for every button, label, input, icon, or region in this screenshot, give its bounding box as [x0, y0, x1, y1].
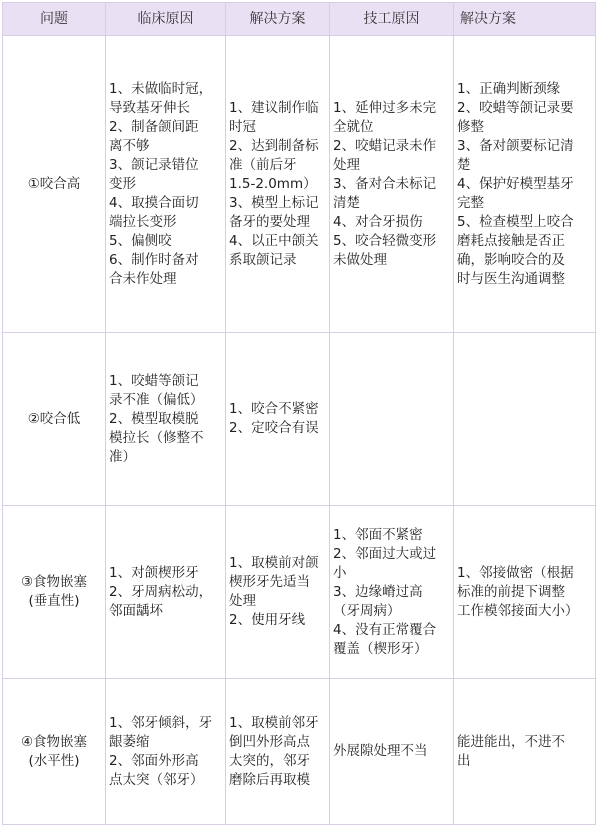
header-tech-cause: 技工原因	[330, 3, 454, 35]
tech-solution-cell	[454, 333, 596, 505]
clinical-cause-cell: 1、对颌楔形牙 2、牙周病松动， 邻面龋坏	[106, 506, 226, 678]
clinical-cause-cell: 1、邻牙倾斜，牙 龈萎缩 2、邻面外形高 点太突（邻牙）	[106, 679, 226, 824]
table-row	[2, 36, 596, 333]
header-clinical-solution: 解决方案	[226, 3, 330, 35]
clinical-cause-cell: 1、咬蜡等颌记 录不准（偏低） 2、模型取模脱 模拉长（修整不 准）	[106, 333, 226, 505]
tech-cause-cell: 1、邻面不紧密 2、邻面过大或过 小 3、边缘嵴过高 （牙周病） 4、没有正常覆合 覆盖（楔形牙）	[330, 506, 454, 678]
tech-solution-cell: 1、邻接做密（根据 标准的前提下调整 工作模邻接面大小）	[454, 506, 596, 678]
tech-solution-cell: 能进能出，不进不 出	[454, 679, 596, 824]
problem-solution-table	[2, 2, 596, 825]
table-row	[2, 679, 596, 825]
problem-cell: ③食物嵌塞 (垂直性)	[2, 506, 106, 678]
header-clinical-cause: 临床原因	[106, 3, 226, 35]
clinical-solution-cell: 1、建议制作临 时冠 2、达到制备标 准（前后牙 1.5-2.0mm） 3、模型上标记 备牙的要处理 4、以正中颌关 系取颌记录	[226, 36, 330, 332]
tech-cause-cell	[330, 333, 454, 505]
clinical-solution-cell: 1、取模前对颌 楔形牙先适当 处理 2、使用牙线	[226, 506, 330, 678]
table-header-row	[2, 2, 596, 36]
clinical-cause-cell: 1、未做临时冠， 导致基牙伸长 2、制备颌间距 离不够 3、颌记录错位 变形 4、取摸合面切 端拉长变形 5、偏侧咬 6、制作时备对 合未作处理	[106, 36, 226, 332]
problem-cell: ①咬合高	[2, 36, 106, 332]
table-row	[2, 506, 596, 679]
clinical-solution-cell: 1、取模前邻牙 倒凹外形高点 太突的，邻牙 磨除后再取模	[226, 679, 330, 824]
header-problem: 问题	[2, 3, 106, 35]
clinical-solution-cell: 1、咬合不紧密 2、定咬合有误	[226, 333, 330, 505]
problem-cell: ④食物嵌塞 (水平性)	[2, 679, 106, 824]
header-tech-solution: 解决方案	[454, 3, 596, 35]
table-row	[2, 333, 596, 506]
problem-cell: ②咬合低	[2, 333, 106, 505]
tech-cause-cell: 1、延伸过多未完 全就位 2、咬蜡记录未作 处理 3、备对合未标记 清楚 4、对合牙损伤 5、咬合轻微变形 未做处理	[330, 36, 454, 332]
tech-cause-cell: 外展隙处理不当	[330, 679, 454, 824]
tech-solution-cell: 1、正确判断颈缘 2、咬蜡等颌记录要 修整 3、备对颌要标记清 楚 4、保护好模型基牙 完整 5、检查模型上咬合 磨耗点接触是否正 确，影响咬合的及 时与医生沟通调整	[454, 36, 596, 332]
